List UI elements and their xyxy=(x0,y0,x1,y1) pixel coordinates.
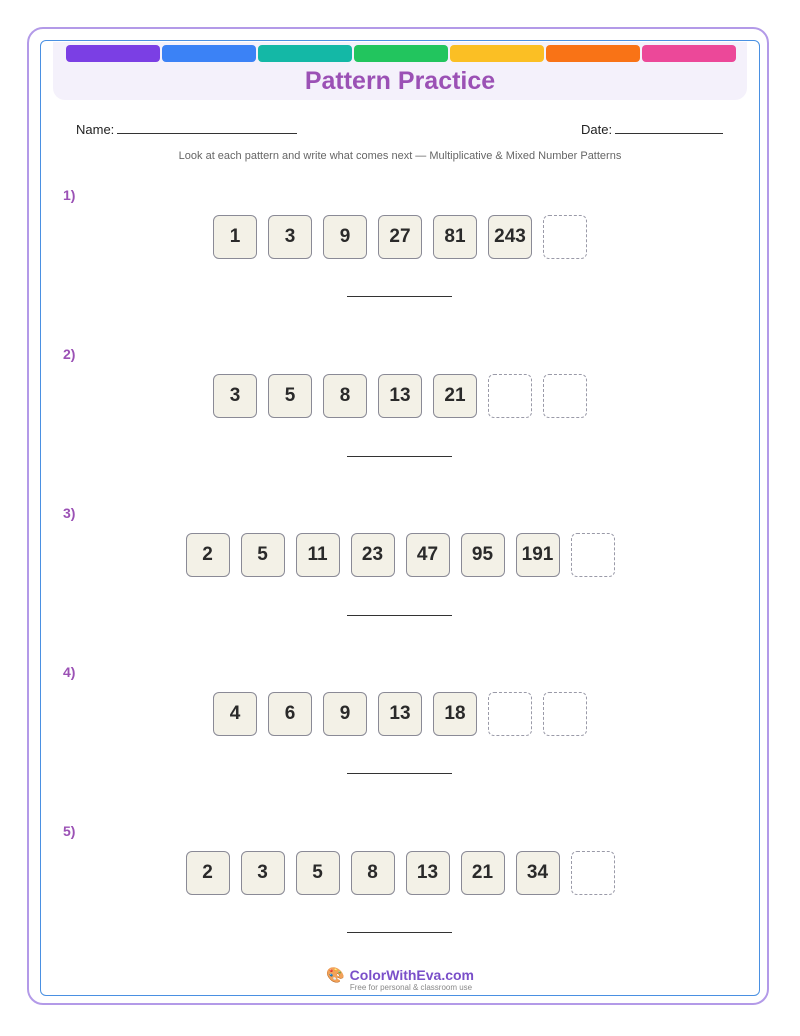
rainbow-segment xyxy=(162,45,256,62)
number-tile: 34 xyxy=(516,851,560,895)
problem-number: 3) xyxy=(63,505,76,521)
problem-number: 1) xyxy=(63,187,76,203)
number-tile: 13 xyxy=(378,374,422,418)
number-tile: 9 xyxy=(323,215,367,259)
number-tile: 8 xyxy=(351,851,395,895)
number-tile: 3 xyxy=(268,215,312,259)
number-tile: 23 xyxy=(351,533,395,577)
number-tile: 3 xyxy=(241,851,285,895)
blank-tile[interactable] xyxy=(571,851,615,895)
instructions: Look at each pattern and write what comes next — Multiplicative & Mixed Number Patterns xyxy=(178,150,622,162)
number-tile: 8 xyxy=(323,374,367,418)
number-tile: 13 xyxy=(378,692,422,736)
pattern-row xyxy=(0,215,800,259)
answer-line[interactable] xyxy=(347,615,452,616)
number-tile: 95 xyxy=(461,533,505,577)
rainbow-segment xyxy=(642,45,736,62)
number-tile: 9 xyxy=(323,692,367,736)
rainbow-segment xyxy=(258,45,352,62)
number-tile: 18 xyxy=(433,692,477,736)
pattern-row xyxy=(0,851,800,895)
date-field[interactable] xyxy=(581,121,723,137)
number-tile: 21 xyxy=(461,851,505,895)
blank-tile[interactable] xyxy=(571,533,615,577)
number-tile: 81 xyxy=(433,215,477,259)
date-label: Date: xyxy=(581,122,613,137)
pattern-row xyxy=(0,533,800,577)
palette-icon: 🎨 xyxy=(325,967,345,984)
brand-logo[interactable] xyxy=(326,966,474,984)
number-tile: 21 xyxy=(433,374,477,418)
number-tile: 2 xyxy=(186,533,230,577)
brand-name: ColorWithEva.com xyxy=(349,967,475,983)
answer-line[interactable] xyxy=(347,773,452,774)
brand-tagline: Free for personal & classroom use xyxy=(349,983,473,992)
rainbow-bar xyxy=(66,45,736,62)
page-title: Pattern Practice xyxy=(304,67,496,95)
answer-line[interactable] xyxy=(347,932,452,933)
number-tile: 5 xyxy=(296,851,340,895)
number-tile: 5 xyxy=(268,374,312,418)
name-field[interactable] xyxy=(76,121,297,137)
rainbow-segment xyxy=(66,45,160,62)
name-label: Name: xyxy=(76,122,115,137)
number-tile: 243 xyxy=(488,215,532,259)
date-line[interactable] xyxy=(615,121,723,134)
rainbow-segment xyxy=(546,45,640,62)
number-tile: 13 xyxy=(406,851,450,895)
blank-tile[interactable] xyxy=(488,692,532,736)
pattern-row xyxy=(0,374,800,418)
blank-tile[interactable] xyxy=(488,374,532,418)
problem-number: 5) xyxy=(63,823,76,839)
name-line[interactable] xyxy=(117,121,297,134)
problem-number: 2) xyxy=(63,346,76,362)
answer-line[interactable] xyxy=(347,456,452,457)
blank-tile[interactable] xyxy=(543,374,587,418)
rainbow-segment xyxy=(450,45,544,62)
number-tile: 5 xyxy=(241,533,285,577)
problem-number: 4) xyxy=(63,664,76,680)
pattern-row xyxy=(0,692,800,736)
number-tile: 191 xyxy=(516,533,560,577)
number-tile: 47 xyxy=(406,533,450,577)
number-tile: 2 xyxy=(186,851,230,895)
number-tile: 11 xyxy=(296,533,340,577)
rainbow-segment xyxy=(354,45,448,62)
number-tile: 1 xyxy=(213,215,257,259)
number-tile: 3 xyxy=(213,374,257,418)
footer xyxy=(0,966,800,992)
number-tile: 6 xyxy=(268,692,312,736)
blank-tile[interactable] xyxy=(543,692,587,736)
answer-line[interactable] xyxy=(347,296,452,297)
number-tile: 27 xyxy=(378,215,422,259)
number-tile: 4 xyxy=(213,692,257,736)
blank-tile[interactable] xyxy=(543,215,587,259)
